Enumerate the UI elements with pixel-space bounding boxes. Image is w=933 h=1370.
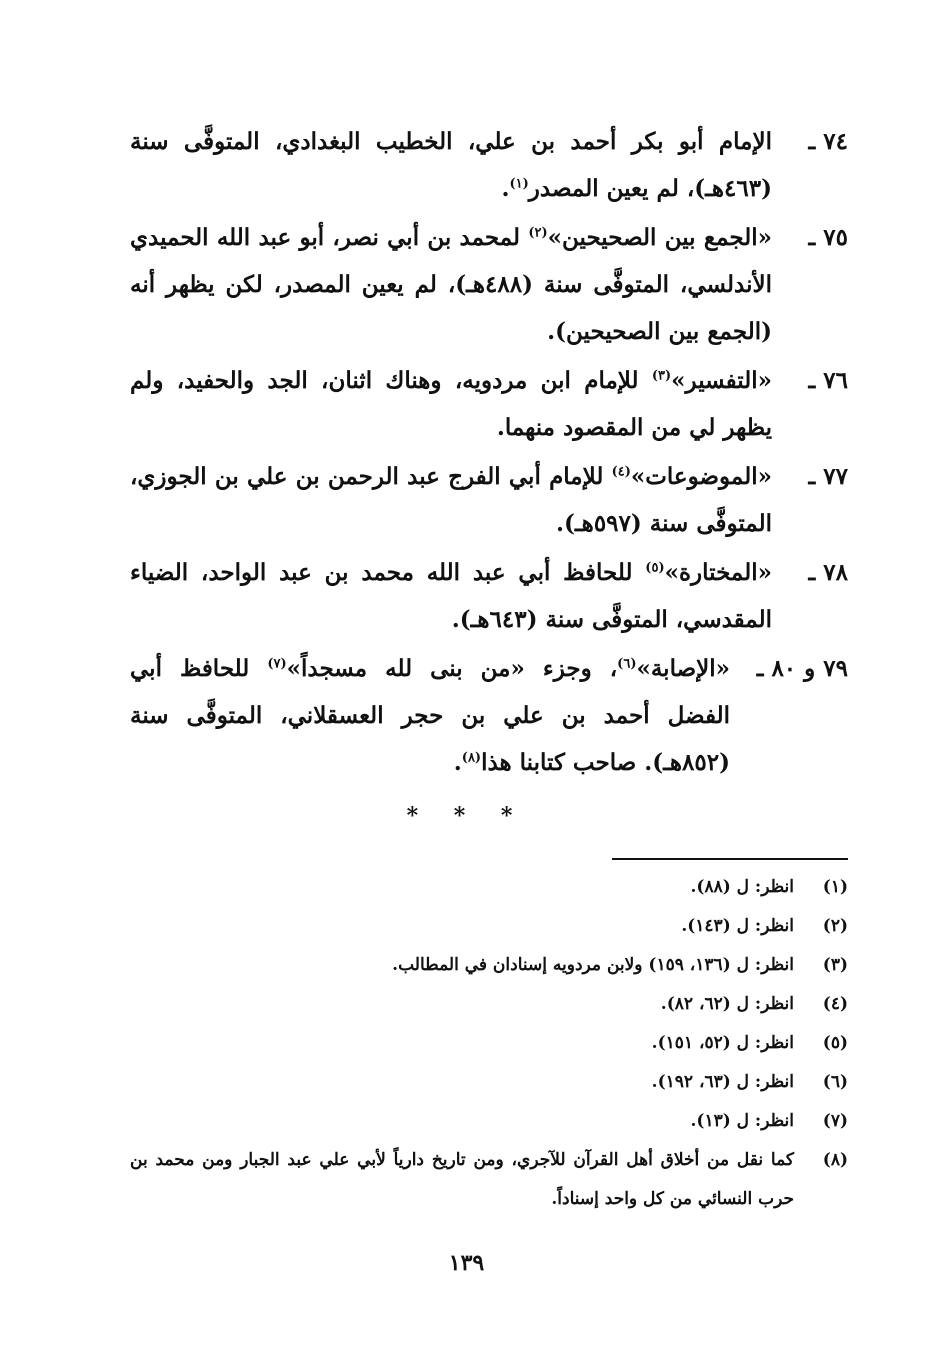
- footnote-ref: (٤): [611, 464, 631, 480]
- footnote-number: (٢): [822, 916, 848, 936]
- entry-75: [130, 214, 848, 355]
- footnote-text: انظر: ل (١٣).: [690, 1111, 794, 1131]
- footnote-text: انظر: ل (٥٢، ١٥١).: [651, 1033, 794, 1053]
- entry-tail: للحافظ أبي الفضل أحمد بن علي بن حجر العسقلاني، المتوفَّى سنة (٨٥٢هـ). صاحب كتابنا هذا: [130, 655, 730, 776]
- entry-tail: للإمام ابن مردويه، وهناك اثنان، الجد والحفيد، ولم يظهر لي من المقصود منهما.: [130, 367, 772, 441]
- entry-text: «الموضوعات»: [630, 463, 772, 490]
- page-number: ١٣٩: [448, 1250, 485, 1276]
- footnote-text: انظر: ل (٦٣، ١٩٢).: [651, 1072, 794, 1092]
- entry-76: [130, 357, 848, 451]
- main-text: [130, 118, 848, 788]
- footnote-text: انظر: ل (٨٨).: [690, 877, 794, 897]
- footnote-number: (٧): [822, 1111, 848, 1131]
- entry-number: ٧٩ و ٨٠ ـ: [756, 655, 848, 682]
- entry-78: [130, 549, 848, 643]
- footnote-8: [130, 1141, 848, 1219]
- entry-text: «التفسير»: [671, 367, 772, 394]
- footnote-ref: (٨): [461, 750, 482, 766]
- entry-74: [130, 118, 848, 212]
- footnote-ref: (٣): [651, 368, 672, 384]
- footnote-4: [130, 985, 848, 1024]
- footnote-5: [130, 1024, 848, 1063]
- footnote-ref: (٥): [645, 560, 665, 576]
- footnote-ref: (٢): [528, 225, 548, 241]
- entry-tail: .: [501, 175, 510, 202]
- footnote-ref: (٧): [267, 656, 287, 672]
- entry-tail: للحافظ أبي عبد الله محمد بن عبد الواحد، الضياء المقدسي، المتوفَّى سنة (٦٤٣هـ).: [130, 559, 772, 633]
- footnote-number: (٦): [822, 1072, 848, 1092]
- footnote-number: (٥): [822, 1033, 848, 1053]
- entry-number: ٧٧ ـ: [808, 463, 848, 490]
- footnote-number: (٣): [822, 955, 848, 975]
- entry-number: ٧٥ ـ: [808, 224, 848, 251]
- footnotes: [130, 868, 848, 1219]
- section-separator: * * *: [406, 803, 527, 829]
- footnote-3: [130, 946, 848, 985]
- entry-number: ٧٤ ـ: [808, 128, 848, 155]
- entry-tail: ، وجزء «من بنى لله مسجداً»: [286, 655, 618, 682]
- footnote-text: كما نقل من أخلاق أهل القرآن للآجري، ومن تاريخ دارياً لأبي علي عبد الجبار ومن محمد بن حرب النسائي من كل واحد إسناداً.: [130, 1150, 794, 1209]
- entry-text: «الإصابة»: [636, 655, 730, 682]
- entry-number: ٧٦ ـ: [808, 367, 848, 394]
- entry-tail: للإمام أبي الفرج عبد الرحمن بن علي بن الجوزي، المتوفَّى سنة (٥٩٧هـ).: [130, 463, 772, 537]
- footnote-1: [130, 868, 848, 907]
- footnote-7: [130, 1102, 848, 1141]
- footnote-ref: (١): [509, 176, 529, 192]
- entry-77: [130, 453, 848, 547]
- footnote-number: (١): [822, 877, 848, 897]
- entry-number: ٧٨ ـ: [808, 559, 848, 586]
- footnote-2: [130, 907, 848, 946]
- footnote-text: انظر: ل (١٣٦، ١٥٩) ولابن مردويه إسنادان في المطالب.: [392, 955, 794, 975]
- footnote-text: انظر: ل (٦٢، ٨٢).: [660, 994, 794, 1014]
- footnote-number: (٨): [822, 1150, 848, 1170]
- entry-tail: لمحمد بن أبي نصر، أبو عبد الله الحميدي الأندلسي، المتوفَّى سنة (٤٨٨هـ)، لم يعين المصدر، لكن يظهر أنه (الجمع بين الصحيحين).: [130, 224, 773, 345]
- footnote-text: انظر: ل (١٤٣).: [681, 916, 794, 936]
- entry-text: «الجمع بين الصحيحين»: [547, 224, 772, 251]
- footnote-number: (٤): [822, 994, 848, 1014]
- entry-text: «المختارة»: [664, 559, 772, 586]
- entry-tail: .: [453, 749, 462, 776]
- entry-text: الإمام أبو بكر أحمد بن علي، الخطيب البغدادي، المتوفَّى سنة (٤٦٣هـ)، لم يعين المصدر: [130, 128, 772, 202]
- entry-79-80: [130, 645, 848, 786]
- footnote-ref: (٦): [617, 656, 637, 672]
- footnote-divider: [612, 858, 848, 860]
- footnote-6: [130, 1063, 848, 1102]
